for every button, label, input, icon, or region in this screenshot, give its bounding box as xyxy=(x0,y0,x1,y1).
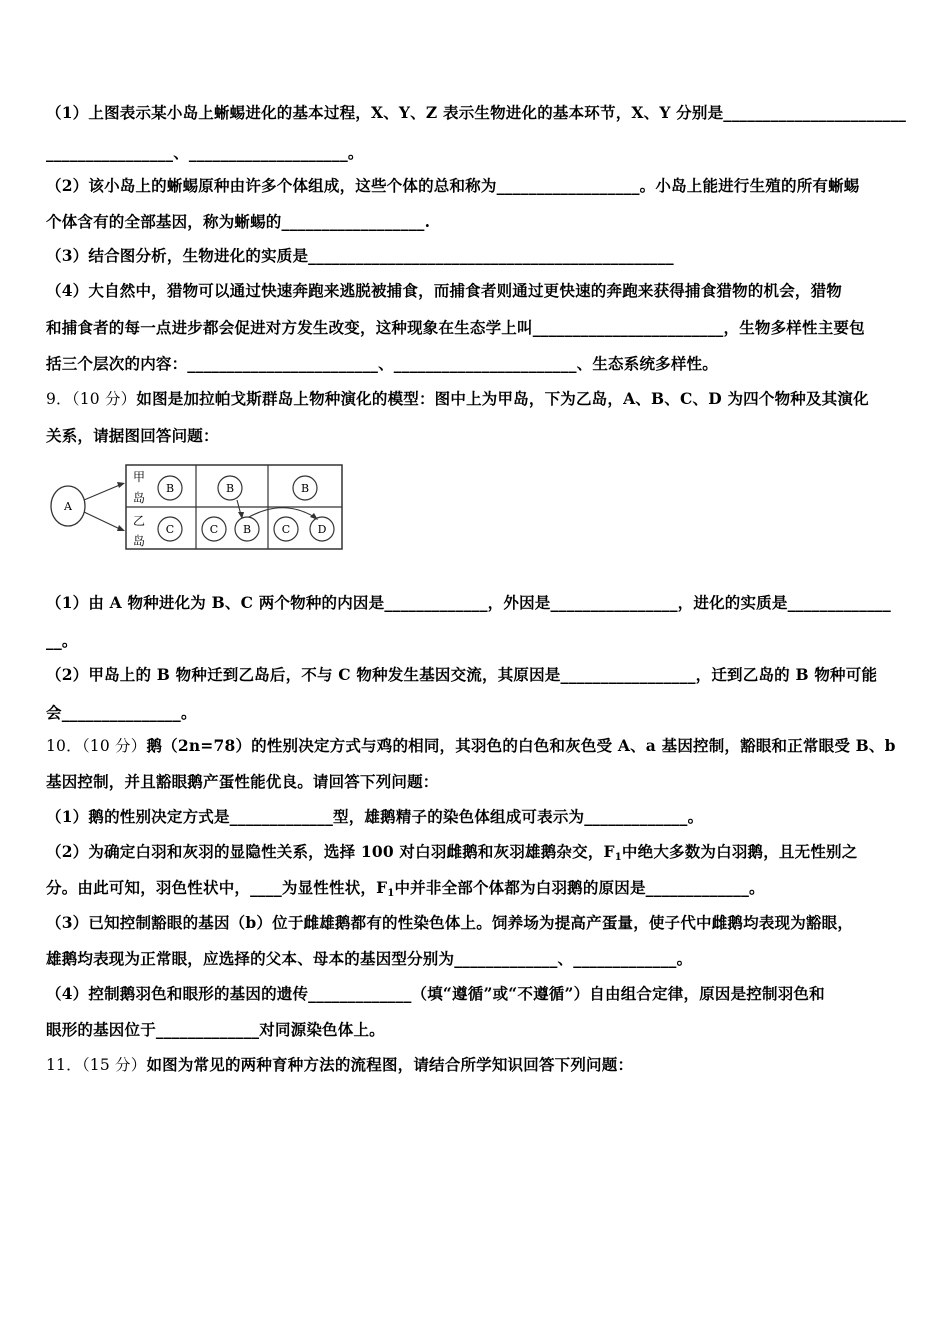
q9-score: （10 分） xyxy=(71,390,137,408)
q8-part2-line2: 个体含有的全部基因，称为蜥蜴的__________________. xyxy=(46,212,431,231)
yi-species-c-3-label: C xyxy=(281,523,291,536)
q10-score: （10 分） xyxy=(81,737,147,755)
q8-part1-line2: ________________、____________________。 xyxy=(46,143,364,162)
q10-part3-line2: 雄鹅均表现为正常眼，应选择的父本、母本的基因型分别为_____________、_____________。 xyxy=(46,949,693,968)
q10-part2-line2-subscript: 1 xyxy=(387,888,395,899)
yi-species-b-label: B xyxy=(242,523,252,536)
q11-number: 11． xyxy=(46,1056,82,1074)
q8-part2-line1: （2）该小岛上的蜥蜴原种由许多个体组成，这些个体的总和称为__________________。小岛上能进行生殖的所有蜥蜴 xyxy=(46,176,860,195)
q10-part4-line1: （4）控制鹅羽色和眼形的基因的遗传_____________（填“遵循”或“不遵循”）自由组合定律，原因是控制羽色和 xyxy=(46,984,825,1003)
island-yi-label-2: 岛 xyxy=(132,534,146,548)
q9-part2-line2: 会_______________。 xyxy=(46,703,197,722)
arrow-a-to-jia xyxy=(84,484,122,500)
q10-part3-line1: （3）已知控制豁眼的基因（b）位于雌雄鹅都有的性染色体上。饲养场为提高产蛋量，使子代中雌鹅均表现为豁眼， xyxy=(46,913,854,932)
q9-part1-line1: （1）由 A 物种进化为 B、C 两个物种的内因是_____________，外因是________________，进化的实质是_____________ xyxy=(46,593,891,612)
jia-species-b-3-label: B xyxy=(300,482,310,495)
q10-part2-line2-a: 分。由此可知，羽色性状中，____为显性性状，F xyxy=(46,878,388,897)
jia-species-b-2-label: B xyxy=(225,482,235,495)
island-jia-label-1: 甲 xyxy=(132,470,146,484)
island-yi-label-1: 乙 xyxy=(132,514,146,528)
q8-part3-line: （3）结合图分析，生物进化的实质是______________________________________________ xyxy=(46,246,674,265)
island-jia-label-2: 岛 xyxy=(132,491,146,505)
q9-stem-line2: 关系，请据图回答问题： xyxy=(46,426,219,445)
q9-number: 9． xyxy=(46,390,72,408)
q8-part1-line1: （1）上图表示某小岛上蜥蜴进化的基本过程，X、Y、Z 表示生物进化的基本环节，X、Y 分别是_______________________ xyxy=(46,103,906,122)
q10-part2-line1-a: （2）为确定白羽和灰羽的显隐性关系，选择 100 对白羽雌鹅和灰羽雄鹅杂交，F xyxy=(46,842,615,861)
q9-header xyxy=(46,388,906,410)
q10-header xyxy=(46,735,906,757)
q9-stem: 如图是加拉帕戈斯群岛上物种演化的模型：图中上为甲岛，下为乙岛，A、B、C、D 为四个物种及其演化 xyxy=(136,389,869,408)
arrow-b-to-d xyxy=(249,508,316,518)
q11-score: （15 分） xyxy=(81,1056,147,1074)
yi-species-c-1-label: C xyxy=(165,523,175,536)
q10-part2-line1-b: 中绝大多数为白羽鹅，且无性别之 xyxy=(621,842,858,861)
q10-part4-line2: 眼形的基因位于_____________对同源染色体上。 xyxy=(46,1020,385,1039)
q10-part2-line1 xyxy=(46,841,906,869)
q8-part4-line1: （4）大自然中，猎物可以通过快速奔跑来逃脱被捕食，而捕食者则通过更快速的奔跑来获得捕食猎物的机会，猎物 xyxy=(46,281,842,300)
arrow-b-to-d-head xyxy=(310,513,318,520)
species-evolution-diagram xyxy=(46,462,346,554)
q10-part2-line2-b: 中并非全部个体都为白羽鹅的原因是_____________。 xyxy=(394,878,765,897)
q10-part1-line: （1）鹅的性别决定方式是_____________型，雄鹅精子的染色体组成可表示为_____________。 xyxy=(46,807,704,826)
jia-species-b-1-label: B xyxy=(165,482,175,495)
arrow-a-to-yi xyxy=(84,512,122,530)
q8-part4-line3: 括三个层次的内容：________________________、_______________________、生态系统多样性。 xyxy=(46,354,718,373)
q9-part1-line2: __。 xyxy=(46,631,78,650)
yi-species-d-label: D xyxy=(317,523,327,536)
q11-header xyxy=(46,1054,906,1076)
q9-part2-line1: （2）甲岛上的 B 物种迁到乙岛后，不与 C 物种发生基因交流，其原因是_________________，迁到乙岛的 B 物种可能 xyxy=(46,665,878,684)
q10-stem: 鹅（2n=78）的性别决定方式与鸡的相同，其羽色的白色和灰色受 A、a 基因控制，豁眼和正常眼受 B、b xyxy=(146,736,896,755)
q10-number: 10． xyxy=(46,737,82,755)
q10-part2-line1-subscript: 1 xyxy=(614,852,622,863)
q11-stem: 如图为常见的两种育种方法的流程图，请结合所学知识回答下列问题： xyxy=(146,1055,634,1074)
species-a-label: A xyxy=(64,500,72,513)
arrow-a-to-jia-head xyxy=(117,482,125,488)
q10-part2-line2 xyxy=(46,877,906,905)
q8-part4-line2: 和捕食者的每一点进步都会促进对方发生改变，这种现象在生态学上叫________________________，生物多样性主要包 xyxy=(46,318,865,337)
arrow-a-to-yi-head xyxy=(117,525,125,531)
yi-species-c-2-label: C xyxy=(209,523,219,536)
q10-stem-line2: 基因控制，并且豁眼鹅产蛋性能优良。请回答下列问题： xyxy=(46,772,439,791)
